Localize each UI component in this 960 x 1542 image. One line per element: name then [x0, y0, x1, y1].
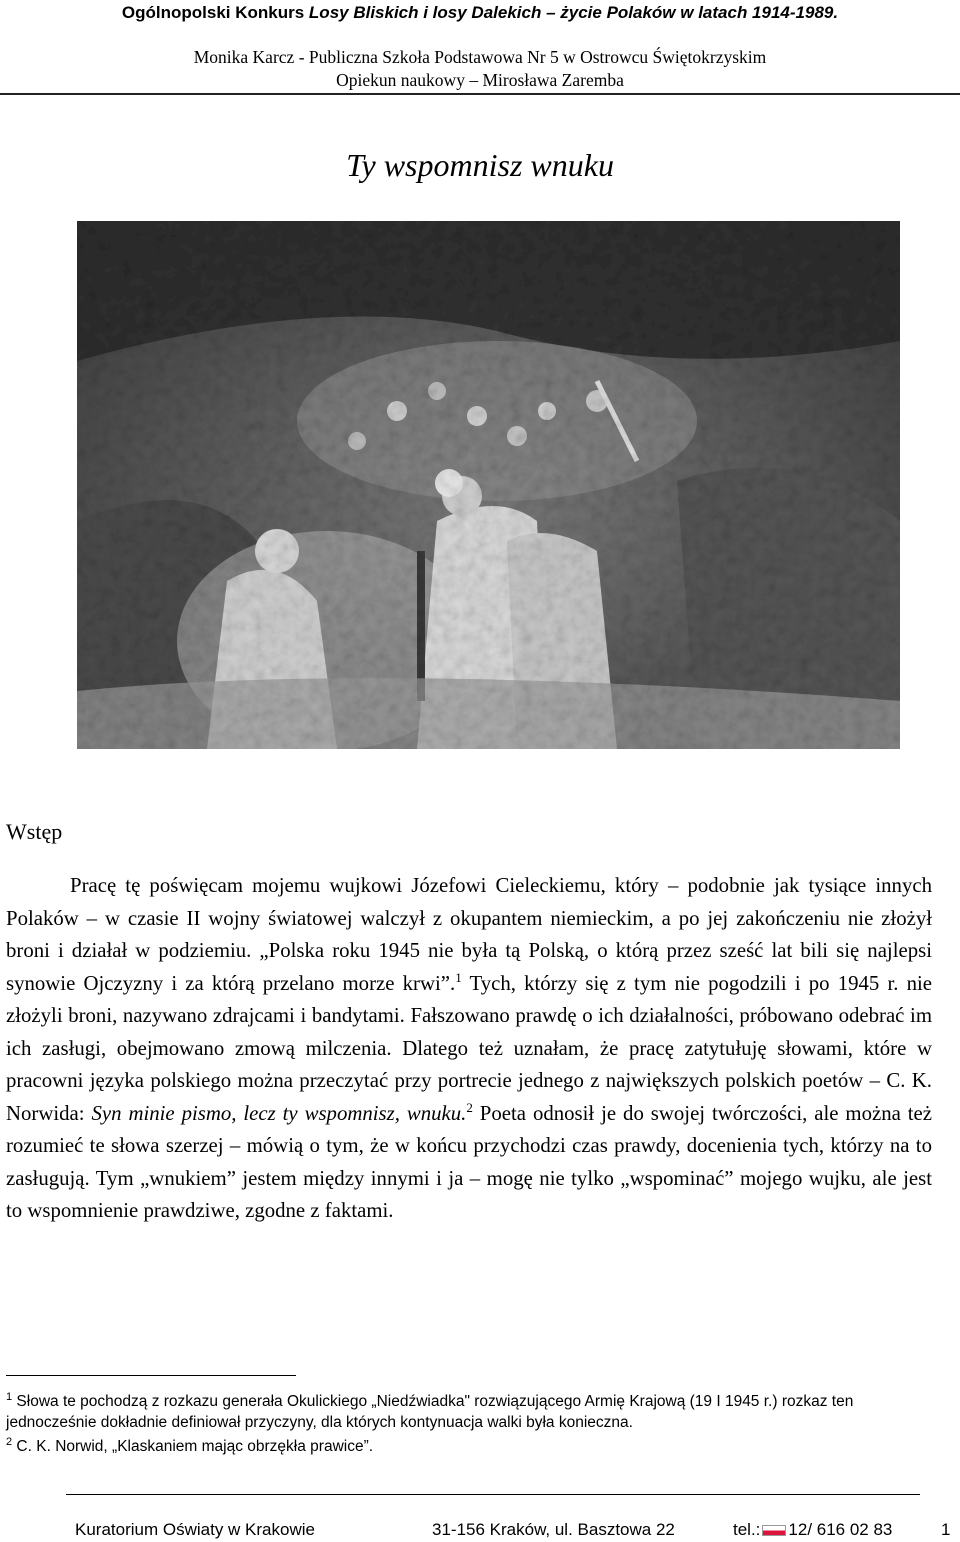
footnote-text: Słowa te pochodzą z rozkazu generała Okulickiego „Niedźwiadka" rozwiązującego Armię Krajową (19 I 1945 r.) rozkaz ten jednocześnie dokładnie definiował przyczyny, dla których kontynuacja walki była konieczna. — [6, 1393, 854, 1431]
footer-divider — [66, 1494, 920, 1495]
footnote-divider — [6, 1375, 296, 1376]
footnote-number: 2 — [6, 1435, 13, 1448]
footer-organization: Kuratorium Oświaty w Krakowie — [75, 1520, 315, 1539]
norwid-quote: Syn minie pismo, lecz ty wspomnisz, wnuku. — [91, 1101, 467, 1125]
footer-address: 31-156 Kraków, ul. Basztowa 22 — [432, 1520, 675, 1539]
footnote-1 — [6, 1391, 936, 1433]
page-number: 1 — [941, 1520, 951, 1539]
footnote-text: C. K. Norwid, „Klaskaniem mając obrzękła prawice”. — [12, 1438, 374, 1455]
phone-number[interactable]: 12/ 616 02 83 — [788, 1520, 893, 1539]
footnote-2 — [6, 1436, 936, 1457]
contest-prefix: Ogólnopolski Konkurs — [121, 3, 309, 22]
supervisor-line: Opiekun naukowy – Mirosława Zaremba — [336, 70, 624, 90]
section-heading: Wstęp — [6, 819, 63, 844]
phone-label: tel.: — [733, 1520, 761, 1539]
footer-phone — [733, 1519, 892, 1541]
footnote-ref-1[interactable]: 1 — [455, 969, 462, 985]
paragraph-part-1: Pracę tę poświęcam mojemu wujkowi Józefowi Cieleckiemu, który – podobnie jak tysiące innych Polaków – w czasie II wojny światowej walczył z okupantem niemieckim, a po jej zakończeniu nie złożył broni i działał w podziemiu. „Polska roku 1945 nie była tą Polską, o którą przez sześć lat bili się najlepsi synowie Ojczyzny i za którą przelano morze krwi”. — [6, 874, 932, 995]
document-title: Ty wspomnisz wnuku — [346, 147, 614, 183]
polish-flag-icon — [762, 1525, 786, 1536]
author-line: Monika Karcz - Publiczna Szkoła Podstawowa Nr 5 w Ostrowcu Świętokrzyskim — [193, 47, 767, 67]
footnote-number: 1 — [6, 1390, 13, 1403]
paragraph-part-2: Tych, którzy się z tym nie pogodzili i po 1945 r. nie złożyli broni, nazywano zdrajcami i bandytami. Fałszowano prawdę o ich działalności, próbowano odebrać im ich zasługi, obejmowano zmową milczenia. Dlatego też uznałam, że pracę zatytułuję słowami, które w pracowni języka polskiego można przeczytać przy portrecie jednego z największych polskich poetów – C. K. Norwida: — [6, 971, 933, 1125]
footnote-ref-2[interactable]: 2 — [466, 1099, 473, 1115]
contest-header — [0, 2, 960, 24]
paragraph-part-3: Poeta odnosił je do swojej twórczości, ale można też rozumieć te słowa szerzej – mówią o tym, że w końcu przychodzi czas prawdy, docenienia tych, którzy na to zasługują. Tym „wnukiem” jestem między innymi i ja – mogę nie tylko „wspominać” mojego wujku, ale jest to wspomnienie prawdziwe, zgodne z faktami. — [6, 1101, 932, 1222]
intro-paragraph — [6, 870, 932, 1228]
historical-photo — [77, 221, 900, 749]
header-divider — [0, 93, 960, 95]
contest-title: Losy Bliskich i losy Dalekich – życie Polaków w latach 1914-1989. — [308, 3, 839, 22]
